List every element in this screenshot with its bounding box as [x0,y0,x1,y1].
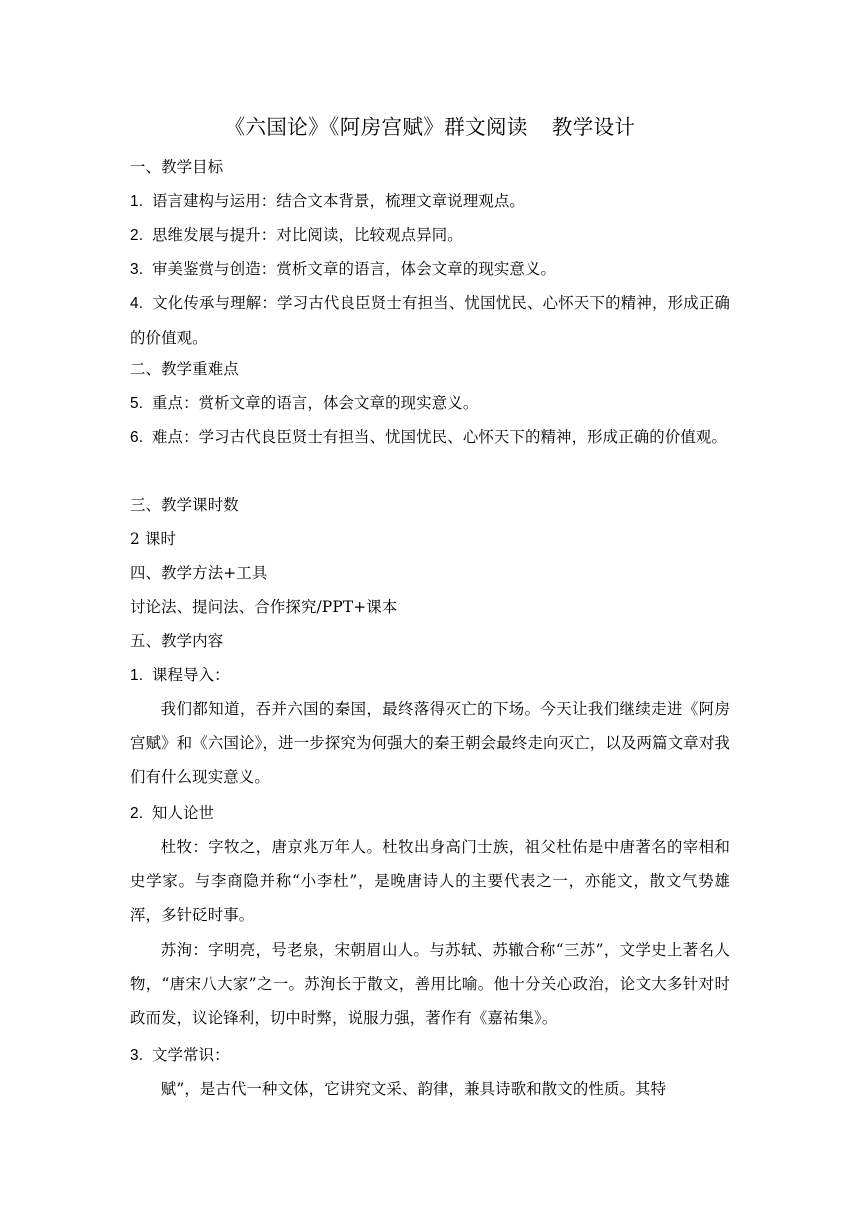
goal-1-number: 1. [130,193,144,210]
content-3-number: 3. [130,1047,144,1064]
goal-4-number: 4. [130,295,144,312]
section-heading-goals: 一、教学目标 [130,158,224,176]
content-1-number: 1. [130,667,144,684]
keypoint-5-text: 重点：赏析文章的语言，体会文章的现实意义。 [152,394,479,412]
content-item-3 [130,1044,730,1067]
goal-2-text: 思维发展与提升：对比阅读，比较观点异同。 [152,226,463,244]
methods-text: 讨论法、提问法、合作探究/PPT+课本 [130,598,398,616]
content-2-number: 2. [130,805,144,822]
goal-2-number: 2. [130,227,144,244]
goal-1-text: 语言建构与运用：结合文本背景，梳理文章说理观点。 [152,192,525,210]
dumu-paragraph: 杜牧：字牧之，唐京兆万年人。杜牧出身高门士族，祖父杜佑是中唐著名的宰相和史学家。与李商隐并称“小李杜”，是晚唐诗人的主要代表之一，亦能文，散文气势雄浑，多针砭时事。 [130,838,730,924]
content-item-1 [130,664,730,687]
intro-paragraph: 我们都知道，吞并六国的秦国，最终落得灭亡的下场。今天让我们继续走进《阿房宫赋》和《六国论》，进一步探究为何强大的秦王朝会最终走向灭亡，以及两篇文章对我们有什么现实意义。 [130,700,730,786]
fu-paragraph: 赋”，是古代一种文体，它讲究文采、韵律，兼具诗歌和散文的性质。其特 [160,1080,667,1098]
keypoint-item-5 [130,392,730,415]
section-heading-keypoints: 二、教学重难点 [130,360,239,378]
keypoint-item-6 [130,420,730,455]
content-item-2 [130,802,730,825]
content-1-text: 课程导入： [152,666,230,684]
goal-3-number: 3. [130,261,144,278]
keypoint-6-number: 6. [130,429,144,446]
section-heading-content: 五、教学内容 [130,632,224,650]
section-heading-methods: 四、教学方法+工具 [130,564,268,582]
keypoint-6-text: 难点：学习古代良臣贤士有担当、忧国忧民、心怀天下的精神，形成正确的价值观。 [152,428,728,446]
goal-item-1 [130,190,730,213]
document-title [0,112,860,142]
suxun-paragraph: 苏洵：字明亮，号老泉，宋朝眉山人。与苏轼、苏辙合称“三苏”，文学史上著名人物，“唐宋八大家”之一。苏洵长于散文，善用比喻。他十分关心政治，论文大多针对时政而发，议论锋利，切中时弊，说服力强，著作有《嘉祐集》。 [130,941,730,1027]
content-3-text: 文学常识： [152,1046,230,1064]
goal-item-4 [130,286,730,355]
content-2-text: 知人论世 [152,804,215,822]
title-sub: 教学设计 [551,115,636,139]
hours-value: 2 课时 [130,530,177,548]
goal-4-text: 文化传承与理解：学习古代良臣贤士有担当、忧国忧民、心怀天下的精神，形成正确的价值观。 [130,294,730,347]
goal-item-3 [130,258,730,281]
keypoint-5-number: 5. [130,395,144,412]
section-heading-hours: 三、教学课时数 [130,496,239,514]
goal-item-2 [130,224,730,247]
title-main: 《六国论》《阿房宫赋》群文阅读 [224,115,528,139]
goal-3-text: 审美鉴赏与创造：赏析文章的语言，体会文章的现实意义。 [152,260,557,278]
